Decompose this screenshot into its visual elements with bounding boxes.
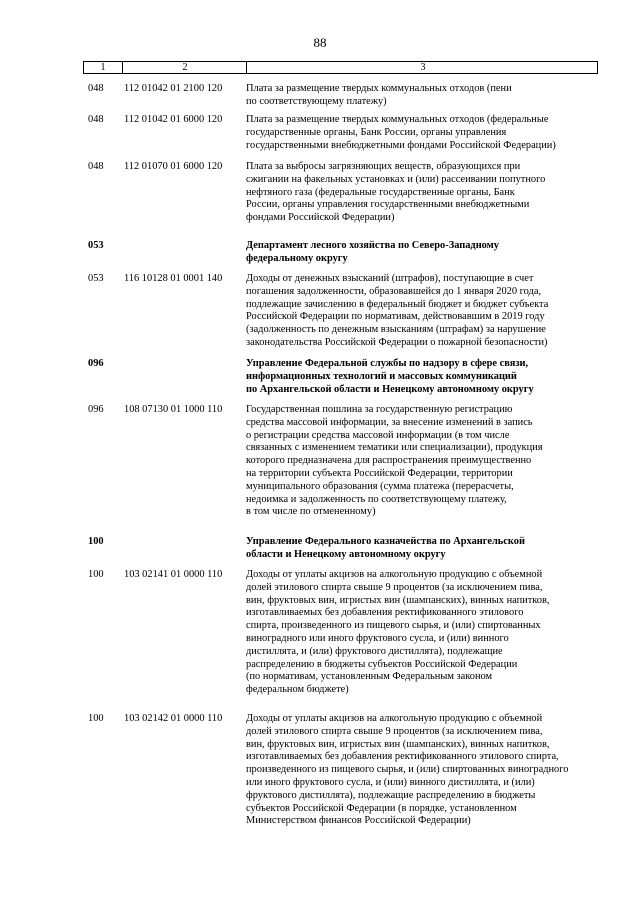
budget-classification-code: 112 01042 01 6000 120 [124,114,223,125]
description-line: вин, фруктовых вин, игристых вин (шампанских), винных напитков, [246,594,550,606]
description-line: дистиллята, и (или) фруктового дистиллята), подлежащие [246,645,503,657]
budget-classification-code: 112 01070 01 6000 120 [124,161,223,172]
admin-code: 053 [88,240,104,251]
admin-code: 100 [88,536,104,547]
description-line: вин, фруктовых вин, игристых вин (шампанских), винных напитков, [246,738,550,750]
description [246,536,602,562]
description [246,404,602,519]
description-line: изготавливаемых без добавления ректификованного этилового [246,607,524,619]
description [246,114,602,152]
description-line: долей этилового спирта свыше 9 процентов (за исключением пива, [246,725,543,737]
description [246,83,602,109]
description-line: субъектов Российской Федерации (в порядке, установленном [246,802,517,814]
description-line: Плата за выбросы загрязняющих веществ, образующихся при [246,161,521,172]
description [246,161,602,225]
description-line: информационных технологий и массовых коммуникаций [246,370,517,382]
admin-code: 048 [88,83,104,94]
description-line: (по нормативам, установленным Федеральным законом [246,671,493,683]
description-line: по соответствующему платежу) [246,95,387,107]
description-line: спирта, произведенного из пищевого сырья, и (или) спиртованных [246,620,541,632]
description-line: Плата за размещение твердых коммунальных отходов (пени [246,83,512,94]
admin-code: 100 [88,713,104,724]
description-line: Российской Федерации по нормативам, действовавшим в 2019 году [246,311,545,323]
description [246,569,602,697]
column-header-3: 3 [246,62,599,74]
description-line: изготавливаемых без добавления ректификованного этилового спирта, [246,751,559,763]
description-line: или иного фруктового сусла, и (или) винного дистиллята, и (или) [246,776,535,788]
description-line: федеральному округу [246,252,348,264]
description-line: Доходы от уплаты акцизов на алкогольную продукцию с объемной [246,713,543,724]
description-line: Управление Федеральной службы по надзору в сфере связи, [246,358,529,369]
description-line: сжигании на факельных установках и (или) рассеивании попутного [246,173,546,185]
description-line: Управление Федерального казначейства по Архангельской [246,536,525,547]
admin-code: 096 [88,358,104,369]
budget-classification-code: 103 02141 01 0000 110 [124,569,223,580]
admin-code: 048 [88,161,104,172]
budget-classification-code: 112 01042 01 2100 120 [124,83,223,94]
description [246,713,602,828]
description-line: распределению в бюджеты субъектов Российской Федерации [246,658,518,670]
column-header-1: 1 [100,62,106,73]
table-header-row [83,61,598,74]
description-line: области и Ненецкому автономному округу [246,548,446,560]
description-line: нефтяного газа (федеральные государственные органы, Банк [246,186,515,198]
description-line: произведенного из пищевого сырья, и (или) спиртованных виноградного [246,764,569,776]
description-line: на территории субъекта Российской Федерации, территории [246,467,513,479]
description [246,358,602,396]
description-line: законодательства Российской Федерации о пожарной безопасности) [246,336,548,348]
description-line: средства массовой информации, за внесение изменений в запись [246,416,533,428]
admin-code: 048 [88,114,104,125]
description-line: Плата за размещение твердых коммунальных отходов (федеральные [246,114,549,125]
description-line: долей этилового спирта свыше 9 процентов (за исключением пива, [246,581,543,593]
description-line: недоимка и задолженность по соответствующему платежу, [246,493,507,505]
description-line: Государственная пошлина за государственную регистрацию [246,404,513,415]
description-line: подлежащие зачислению в федеральный бюджет и бюджет субъекта [246,298,549,310]
description-line: фондами Российской Федерации) [246,212,395,224]
description-line: Доходы от денежных взысканий (штрафов), поступающие в счет [246,273,534,284]
description-line: Департамент лесного хозяйства по Северо-Западному [246,240,499,251]
description-line: погашения задолженности, образовавшейся до 1 января 2020 года, [246,285,542,297]
admin-code: 100 [88,569,104,580]
description-line: в том числе по отмененному) [246,506,376,518]
description-line: связанных с изменением тематики или специализации), продукция [246,442,543,454]
description-line: фруктового дистиллята), подлежащие распределению в бюджеты [246,789,536,801]
description-line: федеральном бюджете) [246,684,349,696]
description [246,273,602,350]
description-line: Доходы от уплаты акцизов на алкогольную продукцию с объемной [246,569,543,580]
budget-classification-code: 116 10128 01 0001 140 [124,273,223,284]
description-line: (задолженность по денежным взысканиям (штрафам) за нарушение [246,324,546,336]
column-header-2: 2 [122,62,247,74]
admin-code: 053 [88,273,104,284]
budget-classification-code: 103 02142 01 0000 110 [124,713,223,724]
description-line: виноградного или иного фруктового сусла, и (или) винного [246,632,509,644]
description-line: которого предназначена для распространения преимущественно [246,455,532,467]
description-line: муниципального образования (сумма платежа (перерасчеты, [246,480,514,492]
description [246,240,602,266]
admin-code: 096 [88,404,104,415]
description-line: Министерством финансов Российской Федерации) [246,815,471,827]
description-line: о регистрации средства массовой информации (в том числе [246,429,510,441]
description-line: государственные органы, Банк России, органы управления [246,126,507,138]
budget-classification-code: 108 07130 01 1000 110 [124,404,223,415]
description-line: по Архангельской области и Ненецкому автономному округу [246,383,534,395]
description-line: государственными внебюджетными фондами Российской Федерации) [246,139,556,151]
page-number: 88 [313,35,327,50]
description-line: России, органы управления государственными внебюджетными [246,199,530,211]
